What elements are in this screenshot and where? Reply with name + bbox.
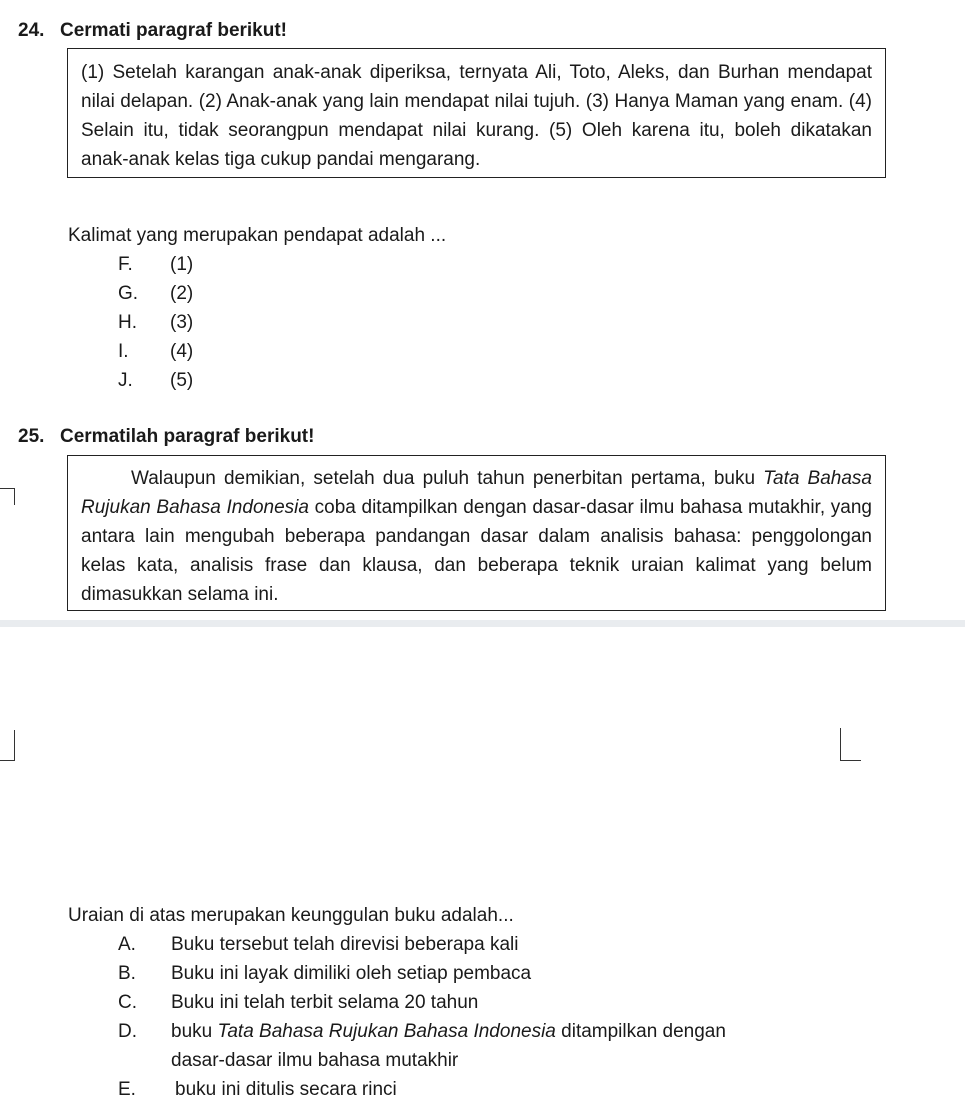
option-letter: J. <box>118 370 133 391</box>
option-text: (4) <box>170 341 194 362</box>
option-text: buku ini ditulis secara rinci <box>175 1079 397 1100</box>
option-text-line2: dasar-dasar ilmu bahasa mutakhir <box>171 1050 459 1071</box>
option-letter: A. <box>118 934 136 955</box>
option-letter: C. <box>118 992 137 1013</box>
book-title-italic: Tata Bahasa Rujukan Bahasa Indonesia <box>81 468 872 518</box>
question-25-heading <box>18 426 314 448</box>
question-25-option-d[interactable] <box>118 1021 726 1043</box>
option-text: (3) <box>170 312 194 333</box>
option-letter: D. <box>118 1021 137 1042</box>
page-separator <box>0 620 965 627</box>
question-24-number: 24. <box>18 20 45 41</box>
question-25-option-d-continued <box>171 1050 458 1072</box>
option-text: Buku ini layak dimiliki oleh setiap pembaca <box>171 963 532 984</box>
option-letter: F. <box>118 254 133 275</box>
option-letter: H. <box>118 312 137 333</box>
option-text: (1) <box>170 254 194 275</box>
option-text: (5) <box>170 370 194 391</box>
question-24-prompt: Kalimat yang merupakan pendapat adalah ... <box>68 225 447 246</box>
question-25-passage-box <box>67 455 886 611</box>
option-text-before: buku <box>171 1021 218 1042</box>
option-letter: B. <box>118 963 136 984</box>
question-25-option-e[interactable] <box>118 1079 397 1101</box>
question-24-option-j[interactable] <box>118 370 193 392</box>
option-text-after: ditampilkan dengan <box>555 1021 726 1042</box>
question-25-passage <box>81 464 872 609</box>
question-24-option-f[interactable] <box>118 254 193 276</box>
crop-mark-left <box>0 730 15 761</box>
question-25-title: Cermatilah paragraf berikut! <box>60 426 315 447</box>
question-24-option-h[interactable] <box>118 312 193 334</box>
question-24-passage: (1) Setelah karangan anak-anak diperiksa, ternyata Ali, Toto, Aleks, dan Burhan mendapat nilai delapan. (2) Anak-anak yang lain mendapat nilai tujuh. (3) Hanya Maman yang enam. (4) Selain itu, tidak seorangpun mendapat nilai kurang. (5) Oleh karena itu, boleh dikatakan anak-anak kelas tiga cukup pandai mengarang. <box>81 62 872 170</box>
question-24-heading <box>18 20 287 42</box>
question-24-title: Cermati paragraf berikut! <box>60 20 288 41</box>
option-text: (2) <box>170 283 194 304</box>
question-24-option-i[interactable] <box>118 341 193 363</box>
question-24-passage-box <box>67 48 886 178</box>
option-text: Buku tersebut telah direvisi beberapa kali <box>171 934 519 955</box>
question-25-option-c[interactable] <box>118 992 478 1014</box>
option-text: Buku ini telah terbit selama 20 tahun <box>171 992 479 1013</box>
question-25-number: 25. <box>18 426 45 447</box>
question-25-option-b[interactable] <box>118 963 531 985</box>
crop-mark-top-left <box>0 488 15 505</box>
option-letter: G. <box>118 283 139 304</box>
option-book-title-italic: Tata Bahasa Rujukan Bahasa Indonesia <box>217 1021 556 1042</box>
passage-text-part1: Walaupun demikian, setelah dua puluh tahun penerbitan pertama, buku <box>131 468 764 489</box>
option-letter: E. <box>118 1079 136 1100</box>
option-letter: I. <box>118 341 129 362</box>
crop-mark-right <box>840 728 861 761</box>
question-24-option-g[interactable] <box>118 283 193 305</box>
passage-text-part2: coba ditampilkan dengan dasar-dasar ilmu bahasa mutakhir, yang antara lain mengubah beberapa pandangan dasar dalam analisis bahasa: penggolongan kelas kata, analisis frase dan klausa, dan beberapa teknik uraian kalimat yang belum dimasukkan selama ini. <box>81 497 873 605</box>
question-25-option-a[interactable] <box>118 934 518 956</box>
question-25-prompt: Uraian di atas merupakan keunggulan buku adalah... <box>68 905 514 926</box>
